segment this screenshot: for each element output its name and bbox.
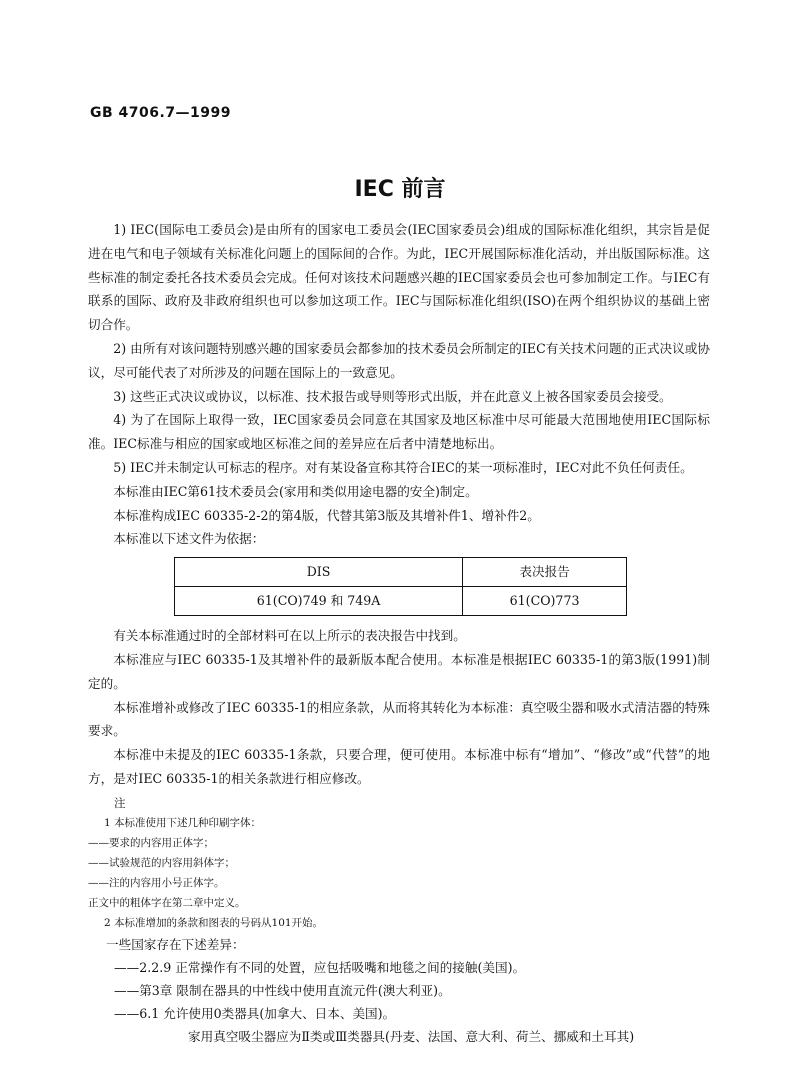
document-body [88,218,710,1048]
table-header-voting-report: 表决报告 [463,558,627,587]
note-item: ——要求的内容用正体字； [88,836,214,849]
note-item: 2 本标准增加的条款和图表的号码从101开始。 [104,916,324,929]
difference-item: ——6.1 允许使用0类器具(加拿大、日本、美国)。 [114,1005,396,1021]
note-item: ——试验规范的内容用斜体字； [88,856,235,869]
paragraph-use-with: 本标准应与IEC 60335-1及其增补件的最新版本配合使用。本标准是根据IEC 60335-1的第3版(1991)制定的。 [88,651,710,691]
table-header-dis: DIS [175,558,463,587]
difference-item: ——2.2.9 正常操作有不同的处置，应包括吸嘴和地毯之间的接触(美国)。 [114,959,526,975]
paragraph-2: 2) 由所有对该问题特别感兴趣的国家委员会都参加的技术委员会所制定的IEC有关技术问题的正式决议或协议，尽可能代表了对所涉及的问题在国际上的一致意见。 [88,340,710,380]
paragraph-unmentioned: 本标准中未提及的IEC 60335-1条款，只要合理，便可使用。本标准中标有“增加”、“修改”或“代替”的地方，是对IEC 60335-1的相关条款进行相应修改。 [88,747,710,786]
notes-label: 注 [114,795,126,810]
difference-item: ——第3章 限制在器具的中性线中使用直流元件(澳大利亚)。 [114,982,451,998]
paragraph-edition: 本标准构成IEC 60335-2-2的第4版，代替其第3版及其增补件1、增补件2。 [113,507,540,523]
note-item: ——注的内容用小号正体字。 [88,876,225,889]
table-row [175,587,627,616]
standard-number: GB 4706.7—1999 [90,105,232,121]
paragraph-supplements: 本标准增补或修改了IEC 60335-1的相应条款，从而将其转化为本标准：真空吸尘器和吸水式清洁器的特殊要求。 [88,699,710,739]
table-header-row [175,558,627,587]
paragraph-based-on: 本标准以下述文件为依据： [113,531,265,547]
paragraph-1: 1) IEC(国际电工委员会)是由所有的国家电工委员会(IEC国家委员会)组成的国际标准化组织，其宗旨是促进在电气和电子领域有关标准化问题上的国际间的合作。为此，IEC开展国际标准化活动，并出版国际标准。这些标准的制定委托各技术委员会完成。任何对该技术问题感兴趣的IEC国家委员会也可参加制定工作。与IEC有联系的国际、政府及非政府组织也可以参加这项工作。IEC与国际标准化组织(ISO)在两个组织协议的基础上密切合作。 [88,222,710,333]
paragraph-4: 4) 为了在国际上取得一致，IEC国家委员会同意在其国家及地区标准中尽可能最大范围地使用IEC国际标准。IEC标准与相应的国家或地区标准之间的差异应在后者中清楚地标出。 [88,412,710,452]
differences-intro: 一些国家存在下述差异： [106,936,245,952]
table-cell-voting-report: 61(CO)773 [463,587,627,616]
voting-documents-table [174,557,627,616]
note-item: 1 本标准使用下述几种印刷字体： [104,816,262,829]
paragraph-tc61: 本标准由IEC第61技术委员会(家用和类似用途电器的安全)制定。 [113,483,478,499]
page-title: IEC 前言 [354,177,446,202]
paragraph-materials: 有关本标准通过时的全部材料可在以上所示的表决报告中找到。 [113,628,466,644]
national-differences [88,933,710,1048]
notes-section [88,793,710,933]
paragraph-3: 3) 这些正式决议或协议，以标准、技术报告或导则等形式出版，并在此意义上被各国家委员会接受。 [113,388,672,404]
table-cell-dis: 61(CO)749 和 749A [175,587,463,616]
paragraph-5: 5) IEC并未制定认可标志的程序。对有某设备宣称其符合IEC的某一项标准时，IEC对此不负任何责任。 [113,459,693,475]
difference-item: 家用真空吸尘器应为Ⅱ类或Ⅲ类器具(丹麦、法国、意大利、荷兰、挪威和土耳其) [188,1028,635,1044]
note-item: 正文中的粗体字在第二章中定义。 [88,896,246,909]
